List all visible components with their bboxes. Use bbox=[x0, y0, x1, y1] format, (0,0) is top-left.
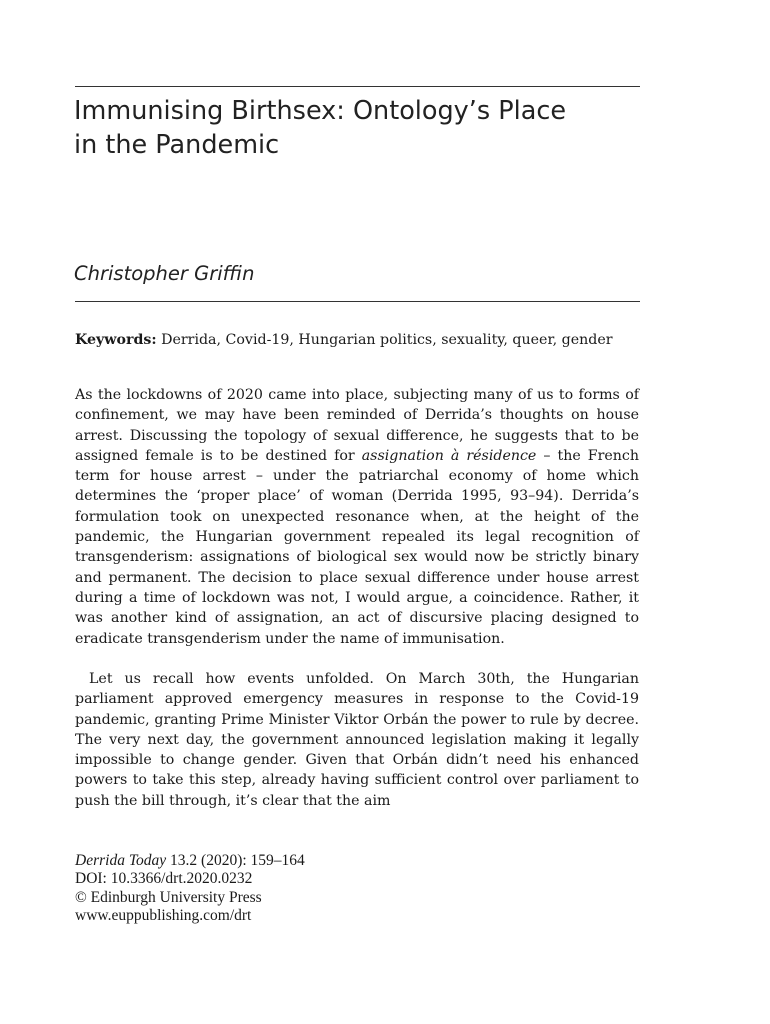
paragraph-1-text-a: As the lockdowns of 2020 came into place, subjecting many of us to forms of confinement, we may have been reminded of Derrida’s thoughts on house arrest. Discussing the topology of sexual difference, he suggests that to be assigned female is to be destined for bbox=[75, 387, 639, 464]
author-rule bbox=[75, 301, 640, 302]
keywords-label: Keywords: bbox=[75, 332, 157, 348]
paragraph-1-italic-term: assignation à résidence bbox=[361, 447, 537, 464]
paragraph-1-text-b: – the French term for house arrest – under the patriarchal economy of home which determines the ‘proper place’ of woman (Derrida 1995, 93–94). Derrida’s formulation took on unexpected resonance when, at the height of the pandemic, the Hungarian government repealed its legal recognition of transgenderism: assignations of biological sex would now be strictly binary and permanent. The decision to place sexual difference under house arrest during a time of lockdown was not, I would argue, a coincidence. Rather, it was another kind of assignation, an act of discursive placing designed to eradicate transgenderism under the name of immunisation. bbox=[75, 447, 640, 647]
title-line-1: Immunising Birthsex: Ontology’s Place bbox=[74, 96, 567, 126]
article-title bbox=[74, 94, 644, 162]
body-paragraph-1 bbox=[75, 385, 639, 649]
body-paragraph-2: Let us recall how events unfolded. On March 30th, the Hungarian parliament approved emergency measures in response to the Covid-19 pandemic, granting Prime Minister Viktor Orbán the power to rule by decree. The very next day, the government announced legislation making it legally impossible to change gender. Given that Orbán didn’t need his enhanced powers to take this step, already having sufficient control over parliament to push the bill through, it’s clear that the aim bbox=[75, 671, 639, 809]
journal-name: Derrida Today bbox=[75, 852, 167, 869]
keywords-block bbox=[75, 330, 639, 350]
keywords-list: Derrida, Covid-19, Hungarian politics, sexuality, queer, gender bbox=[156, 332, 613, 348]
title-line-2: in the Pandemic bbox=[74, 130, 280, 160]
doi: DOI: 10.3366/drt.2020.0232 bbox=[75, 870, 253, 888]
journal-citation bbox=[75, 852, 475, 870]
top-rule bbox=[75, 86, 640, 87]
publication-info bbox=[75, 852, 475, 925]
publisher: © Edinburgh University Press bbox=[75, 888, 262, 906]
volume-pages: 13.2 (2020): 159–164 bbox=[166, 852, 305, 869]
journal-url: www.euppublishing.com/drt bbox=[75, 906, 252, 924]
author-name: Christopher Griffin bbox=[74, 262, 255, 285]
